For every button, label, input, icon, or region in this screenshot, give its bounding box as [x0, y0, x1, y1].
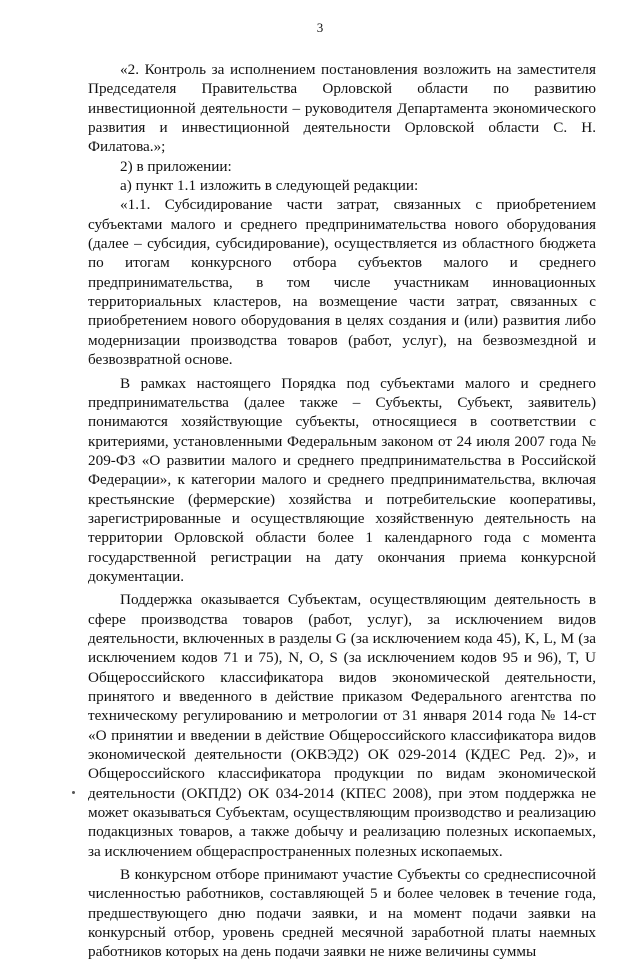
paragraph-item-a: а) пункт 1.1 изложить в следующей редакции: [120, 177, 419, 195]
paragraph-subsidy-definition: «1.1. Субсидирование части затрат, связанных с приобретением субъектами малого и среднего предпринимательства нового оборудования (далее – субсидия, субсидирование), осуществляется из областного бюджета по итогам конкурсного отбора субъектов малого и среднего предпринимательства, в том числе участникам инновационных территориальных кластеров, на возмещение части затрат, связанных с приобретением нового оборудования в целях создания и (или) развития либо модернизации производства товаров (работ, услуг), на безвозмездной и безвозвратной основе. [88, 196, 596, 369]
page-number: 3 [316, 20, 324, 35]
margin-dot-mark [72, 791, 75, 794]
paragraph-support-scope: Поддержка оказывается Субъектам, осуществляющим деятельность в сфере производства товаров (работ, услуг), за исключением видов деятельности, включенных в разделы G (за исключением кода 45), K, L, M (за исключением кодов 71 и 75), N, O, S (за исключением кодов 95 и 96), T, U Общероссийского классификатора видов экономической деятельности, принятого и введенного в действие приказом Федерального агентства по техническому регулированию и метрологии от 31 января 2014 года № 14-ст «О принятии и введении в действие Общероссийского классификатора видов экономической деятельности (ОКВЭД2) ОК 029-2014 (КДЕС Ред. 2)», и Общероссийского классификатора продукции по видам экономической деятельности (ОКПД2) ОК 034-2014 (КПЕС 2008), при этом поддержка не может оказываться Субъектам, осуществляющим производство и реализацию подакцизных товаров, а также добычу и реализацию полезных ископаемых, за исключением общераспространенных полезных ископаемых. [88, 591, 596, 860]
paragraph-participation-criteria: В конкурсном отборе принимают участие Субъекты со среднесписочной численностью работников, составляющей 5 и более человек в течение года, предшествующего дню подачи заявки, и на момент подачи заявки на конкурсный отбор, уровень средней месячной заработной платы наемных работников которых на день подачи заявки не ниже величины суммы [88, 866, 596, 961]
paragraph-control-clause: «2. Контроль за исполнением постановления возложить на заместителя Председателя Правительства Орловской области по развитию инвестиционной деятельности – руководителя Департамента экономического развития и инвестиционной деятельности Орловской области С. Н. Филатова.»; [88, 61, 596, 156]
paragraph-appendix-intro: 2) в приложении: [120, 157, 232, 175]
paragraph-sme-definition: В рамках настоящего Порядка под субъектами малого и среднего предпринимательства (далее также – Субъекты, Субъект, заявитель) понимаются хозяйствующие субъекты, относящиеся в соответствии с критериями, установленными Федеральным законом от 24 июля 2007 года № 209-ФЗ «О развитии малого и среднего предпринимательства в Российской Федерации», к категории малого и среднего предпринимательства, включая крестьянские (фермерские) хозяйства и потребительские кооперативы, зарегистрированные и осуществляющие хозяйственную деятельность на территории Орловской области более 1 календарного года с момента государственной регистрации на дату окончания приема конкурсной документации. [88, 374, 596, 585]
document-body [88, 60, 596, 962]
